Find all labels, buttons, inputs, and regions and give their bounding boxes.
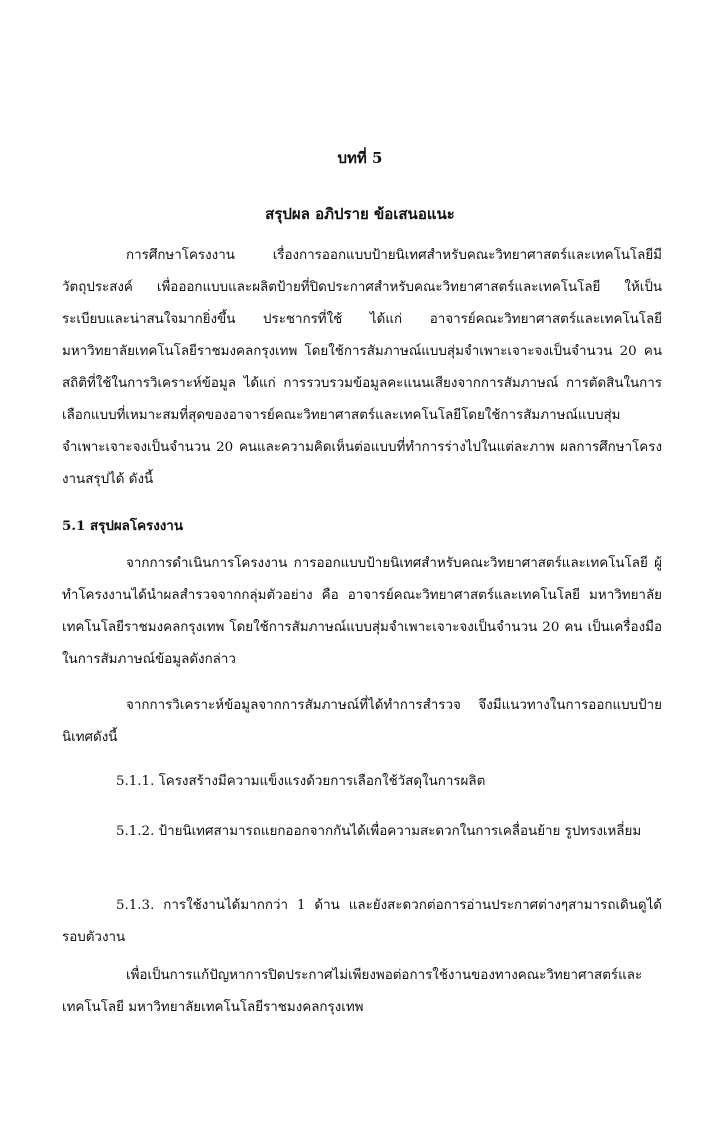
- section-paragraph-2: จากการวิเคราะห์ข้อมูลจากการสัมภาษณ์ที่ได้ทำการสำรวจ จึงมีแนวทางในการออกแบบป้ายนิเทศดังนี้: [62, 698, 662, 745]
- section-heading: 5.1 สรุปผลโครงงาน: [62, 518, 183, 534]
- intro-paragraph: การศึกษาโครงงาน เรื่องการออกแบบป้ายนิเทศสำหรับคณะวิทยาศาสตร์และเทคโนโลยีมีวัตถุประสงค์ เพื่อออกแบบและผลิตป้ายที่ปิดประกาศสำหรับคณะวิทยาศาสตร์และเทคโนโลยี ให้เป็นระเบียบและน่าสนใจมากยิ่งขึ้น ประชากรที่ใช้ ได้แก่ อาจารย์คณะวิทยาศาสตร์และเทคโนโลยีมหาวิทยาลัยเทคโนโลยีราชมงคลกรุงเทพ โดยใช้การสัมภาษณ์แบบสุ่มจำเพาะเจาะจงเป็นจำนวน 20 คน สถิติที่ใช้ในการวิเคราะห์ข้อมูล ได้แก่ การรวบรวมข้อมูลคะแนนเสียงจากการสัมภาษณ์ การตัดสินในการเลือกแบบที่เหมาะสมที่สุดของอาจารย์คณะวิทยาศาสตร์และเทคโนโลยีโดยใช้การสัมภาษณ์แบบสุ่มจำเพาะเจาะจงเป็นจำนวน 20 คนและความคิดเห็นต่อแบบที่ทำการร่างไปในแต่ละภาพ ผลการศึกษาโครงงานสรุปได้ ดังนี้: [62, 248, 662, 487]
- list-item: 5.1.3. การใช้งานได้มากกว่า 1 ด้าน และยังสะดวกต่อการอ่านประกาศต่างๆสามารถเดินดูได้รอบตัวงาน: [62, 898, 662, 945]
- list-item: 5.1.2. ป้ายนิเทศสามารถแยกออกจากกันได้เพื่อความสะดวกในการเคลื่อนย้าย รูปทรงเหลี่ยม: [116, 824, 642, 839]
- closing-paragraph: เพื่อเป็นการแก้ปัญหาการปิดประกาศไม่เพียงพอต่อการใช้งานของทางคณะวิทยาศาสตร์และเทคโนโลยี มหาวิทยาลัยเทคโนโลยีราชมงคลกรุงเทพ: [62, 968, 643, 1015]
- list-item: 5.1.1. โครงสร้างมีความแข็งแรงด้วยการเลือกใช้วัสดุในการผลิต: [116, 774, 486, 789]
- chapter-number: บทที่ 5: [337, 149, 383, 167]
- chapter-title: สรุปผล อภิปราย ข้อเสนอแนะ: [265, 205, 455, 223]
- section-paragraph-1: จากการดำเนินการโครงงาน การออกแบบป้ายนิเทศสำหรับคณะวิทยาศาสตร์และเทคโนโลยี ผู้ทำโครงงานได้นำผลสำรวจจากกลุ่มตัวอย่าง คือ อาจารย์คณะวิทยาศาสตร์และเทคโนโลยี มหาวิทยาลัยเทคโนโลยีราชมงคลกรุงเทพ โดยใช้การสัมภาษณ์แบบสุ่มจำเพาะเจาะจงเป็นจำนวน 20 คน เป็นเครื่องมือในการสัมภาษณ์ข้อมูลดังกล่าว: [62, 556, 662, 667]
